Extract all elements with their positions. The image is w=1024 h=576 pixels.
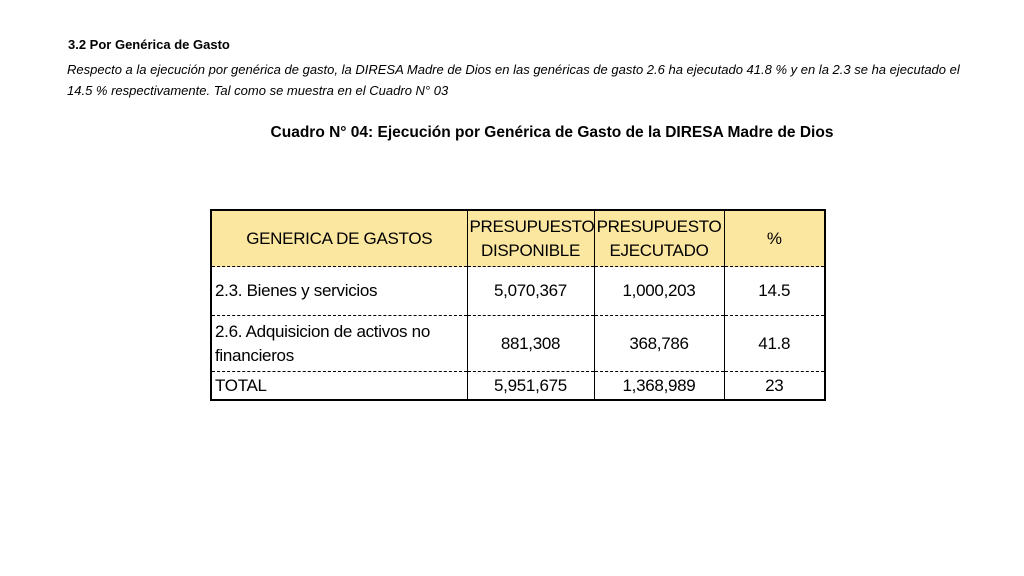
cell-disponible: 881,308 [467,316,594,372]
header-porcentaje: % [724,210,825,267]
header-presupuesto-ejecutado: PRESUPUESTO EJECUTADO [594,210,724,267]
header-generica: GENERICA DE GASTOS [211,210,467,267]
cell-porcentaje: 41.8 [724,316,825,372]
cell-ejecutado: 1,000,203 [594,267,724,316]
cell-total-label: TOTAL [211,372,467,401]
table-header-row [211,210,825,267]
header-presupuesto-disponible: PRESUPUESTO DISPONIBLE [467,210,594,267]
cell-generica: 2.6. Adquisicion de activos no financieros [211,316,467,372]
table-caption: Cuadro N° 04: Ejecución por Genérica de Gasto de la DIRESA Madre de Dios [270,124,834,141]
cell-total-disponible: 5,951,675 [467,372,594,401]
cell-ejecutado: 368,786 [594,316,724,372]
cell-total-porcentaje: 23 [724,372,825,401]
cell-generica: 2.3. Bienes y servicios [211,267,467,316]
cell-total-ejecutado: 1,368,989 [594,372,724,401]
table-total-row [211,372,825,401]
cell-disponible: 5,070,367 [467,267,594,316]
table-row [211,267,825,316]
expenditure-table [210,209,826,401]
section-heading: 3.2 Por Genérica de Gasto [68,37,230,52]
cell-porcentaje: 14.5 [724,267,825,316]
table-row [211,316,825,372]
section-paragraph: Respecto a la ejecución por genérica de gasto, la DIRESA Madre de Dios en las genéricas de gasto 2.6 ha ejecutado 41.8 % y en la 2.3 se ha ejecutado el 14.5 % respectivamente. Tal como se muestra en el Cuadro N° 03 [67,62,960,98]
